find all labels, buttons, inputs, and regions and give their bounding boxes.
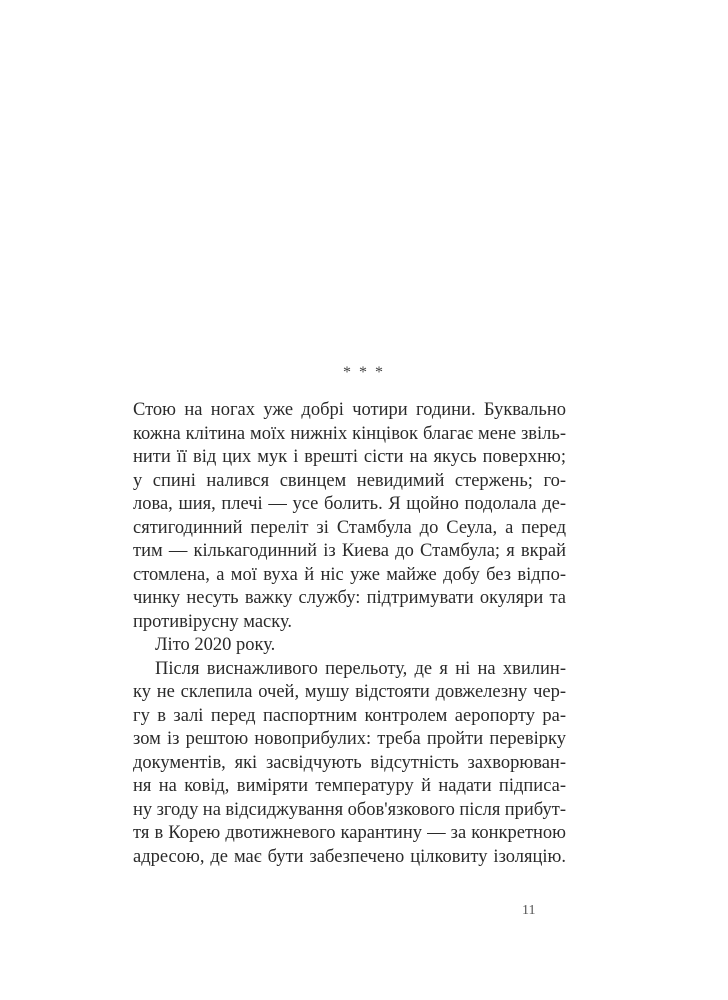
text-line: чинку несуть важку службу: підтримувати окуляри та	[133, 588, 566, 608]
text-line: зом із рештою новоприбулих: треба пройти перевірку	[133, 729, 566, 749]
text-line: тя в Корею двотижневого карантину — за конкретною	[133, 823, 566, 843]
text-line: кожна клітина моїх нижніх кінцівок благає мене звіль-	[133, 423, 566, 444]
text-line: сятигодинний переліт зі Стамбула до Сеула, а перед	[133, 517, 566, 538]
page-number: 11	[522, 903, 536, 918]
text-line: тим — кількагодинний із Киева до Стамбула; я вкрай	[133, 541, 566, 561]
text-line: стомлена, а мої вуха й ніс уже майже добу без відпо-	[133, 564, 566, 585]
text-line: ку не склепила очей, мушу відстояти довжелезну чер-	[133, 682, 566, 702]
text-line: документів, які засвідчують відсутність захворюван-	[133, 752, 566, 773]
text-line: гу в залі перед паспортним контролем аеропорту ра-	[133, 705, 566, 726]
section-separator: * * *	[343, 364, 385, 381]
text-line: ня на ковід, виміряти температуру й надати підписа-	[133, 776, 566, 796]
text-line: Літо 2020 року.	[155, 635, 276, 655]
text-line: у спині налився свинцем невидимий стержень; го-	[133, 470, 566, 491]
body-text	[133, 399, 566, 869]
text-line: противірусну маску.	[133, 611, 293, 632]
text-line: адресою, де має бути забезпечено цілковиту ізоляцію.	[133, 846, 566, 867]
text-line: нити її від цих мук і врешті сісти на якусь поверхню;	[133, 447, 566, 467]
text-line: ну згоду на відсиджування обов'язкового після прибут-	[133, 799, 566, 820]
text-line: Після виснажливого перельоту, де я ні на хвилин-	[155, 658, 566, 679]
text-line: Стою на ногах уже добрі чотири години. Буквально	[133, 400, 566, 420]
text-line: лова, шия, плечі — усе болить. Я щойно подолала де-	[133, 494, 566, 514]
